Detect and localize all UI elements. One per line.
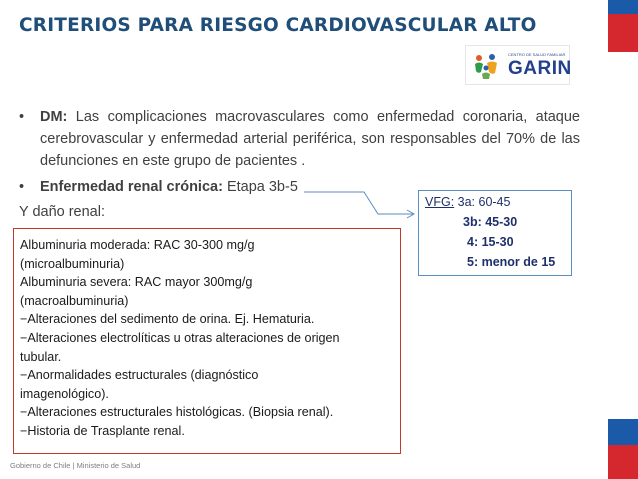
renal-criterion: (macroalbuminuria) (20, 293, 129, 308)
vfg-stage-3b: 3b: 45-30 (463, 215, 518, 229)
flag-stripe-red-bottom (608, 445, 638, 479)
bullet-text: Etapa 3b-5 (222, 179, 298, 195)
bullet-dot: • (19, 109, 25, 125)
footer-credit: Gobierno de Chile | Ministerio de Salud (10, 461, 141, 470)
bullet-label: DM: (40, 109, 68, 125)
renal-damage-box (13, 228, 401, 454)
bullet-dm (14, 106, 580, 172)
renal-criterion: −Anormalidades estructurales (diagnóstico (20, 368, 259, 383)
renal-criterion: tubular. (20, 349, 62, 364)
renal-criterion: (microalbuminuria) (20, 256, 125, 271)
renal-criterion: Albuminuria moderada: RAC 30-300 mg/g (20, 238, 255, 252)
arrow-icon (300, 190, 420, 220)
vfg-stages-box (418, 190, 572, 276)
vfg-stage-3a: 3a: 60-45 (454, 195, 511, 209)
logo-figures-icon (472, 52, 502, 80)
renal-criterion: −Alteraciones estructurales histológicas. (Biopsia renal). (20, 405, 334, 420)
logo-name: GARIN (508, 58, 572, 79)
vfg-stage-5: 5: menor de 15 (467, 255, 556, 269)
bullet-dot: • (19, 179, 25, 195)
slide-title: CRITERIOS PARA RIESGO CARDIOVASCULAR ALTO (19, 15, 537, 36)
vfg-label: VFG: (425, 195, 455, 209)
flag-stripe-red-top (608, 14, 638, 52)
vfg-line-3a (425, 193, 510, 211)
bullet-text: Las complicaciones macrovasculares como enfermedad coronaria, ataque cerebrovascular y enfermedad arterial periférica, son responsables del 70% de las defunciones en este grupo de pacientes . (40, 109, 580, 169)
cesfam-garin-logo (465, 45, 570, 85)
flag-stripe-blue-bottom (608, 419, 638, 445)
damage-intro: Y daño renal: (19, 204, 105, 220)
renal-criterion: −Historia de Trasplante renal. (20, 423, 185, 438)
vfg-stage-4: 4: 15-30 (467, 235, 514, 249)
renal-criterion: −Alteraciones del sedimento de orina. Ej. Hematuria. (20, 312, 315, 327)
bullet-list (14, 106, 580, 198)
renal-criterion: imagenológico). (20, 386, 109, 401)
renal-criterion: −Alteraciones electrolíticas u otras alteraciones de origen (20, 330, 340, 345)
renal-criterion: Albuminuria severa: RAC mayor 300mg/g (20, 275, 253, 290)
bullet-label: Enfermedad renal crónica: (40, 179, 223, 195)
logo-subtitle: CENTRO DE SALUD FAMILIAR (508, 52, 566, 57)
flag-stripe-blue-top (608, 0, 638, 14)
